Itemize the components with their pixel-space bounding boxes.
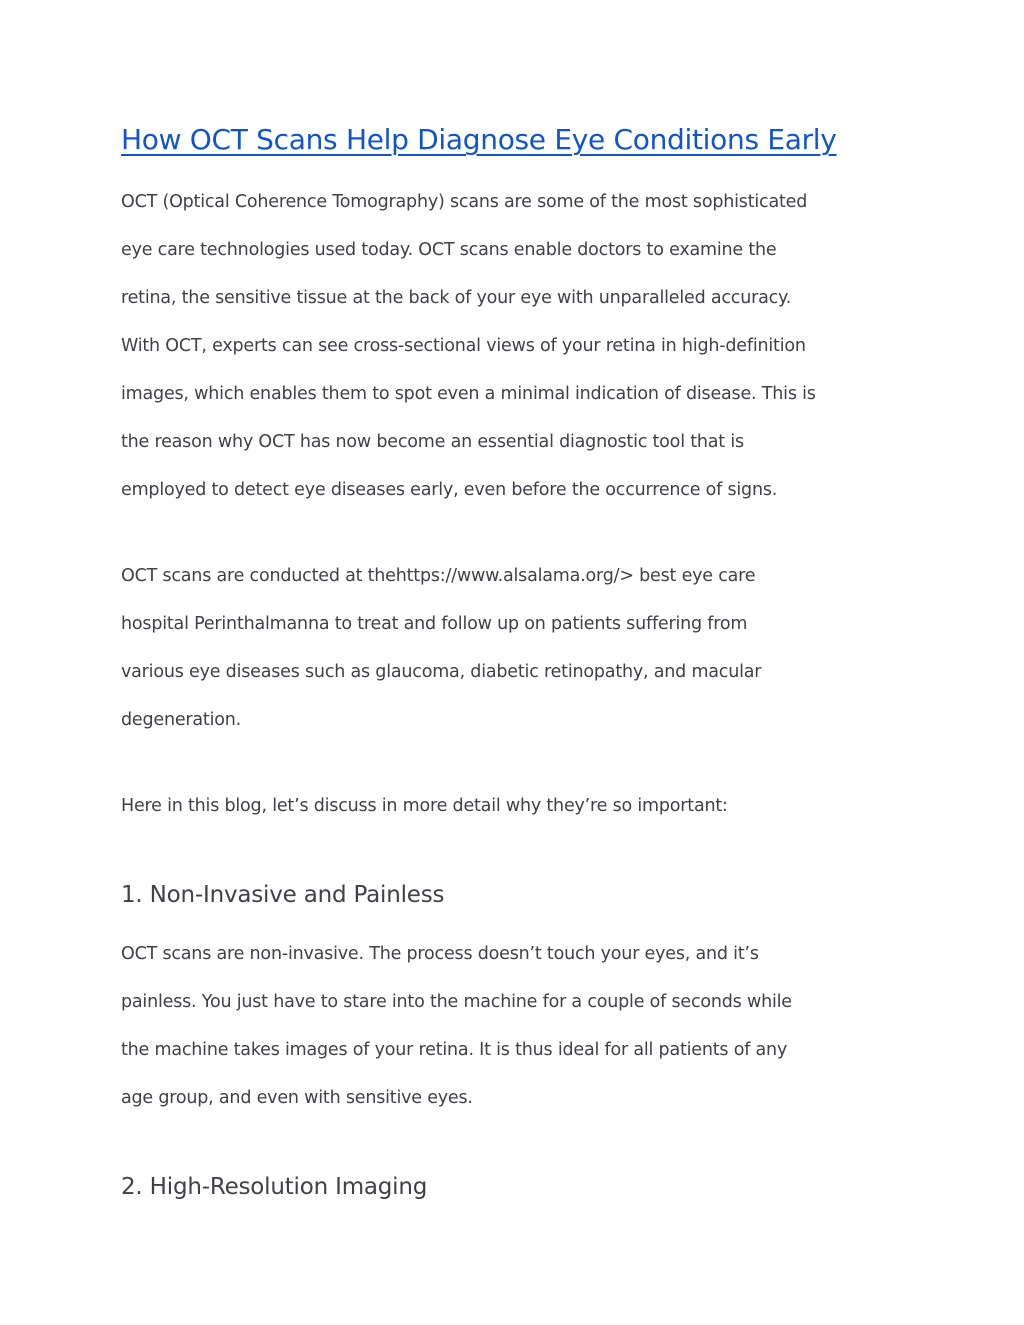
section-heading-non-invasive: 1. Non-Invasive and Painless [121,882,445,908]
paragraph-line: OCT scans are non-invasive. The process doesn’t touch your eyes, and it’s [121,944,759,964]
paragraph-line: age group, and even with sensitive eyes. [121,1088,473,1108]
intro-paragraph [121,178,911,514]
paragraph-line: Here in this blog, let’s discuss in more detail why they’re so important: [121,796,728,816]
paragraph-line: painless. You just have to stare into the machine for a couple of seconds while [121,992,792,1012]
paragraph-line: employed to detect eye diseases early, even before the occurrence of signs. [121,480,778,500]
paragraph-line: retina, the sensitive tissue at the back of your eye with unparalleled accuracy. [121,288,792,308]
paragraph-line: the reason why OCT has now become an essential diagnostic tool that is [121,432,744,452]
paragraph-line: various eye diseases such as glaucoma, diabetic retinopathy, and macular [121,662,762,682]
paragraph-line: hospital Perinthalmanna to treat and follow up on patients suffering from [121,614,748,634]
paragraph-line: degeneration. [121,710,242,730]
paragraph-line: eye care technologies used today. OCT scans enable doctors to examine the [121,240,777,260]
non-invasive-paragraph [121,930,911,1122]
paragraph-line: OCT (Optical Coherence Tomography) scans are some of the most sophisticated [121,192,808,212]
article-title-link[interactable]: How OCT Scans Help Diagnose Eye Conditions Early [121,123,837,156]
paragraph-line: OCT scans are conducted at thehttps://www.alsalama.org/> best eye care [121,566,756,586]
blog-intro-paragraph [121,782,911,830]
paragraph-line: the machine takes images of your retina. It is thus ideal for all patients of any [121,1040,788,1060]
section-heading-high-resolution: 2. High-Resolution Imaging [121,1174,428,1200]
paragraph-line: images, which enables them to spot even a minimal indication of disease. This is [121,384,816,404]
hospital-paragraph [121,552,911,744]
paragraph-line: With OCT, experts can see cross-sectional views of your retina in high-definition [121,336,806,356]
